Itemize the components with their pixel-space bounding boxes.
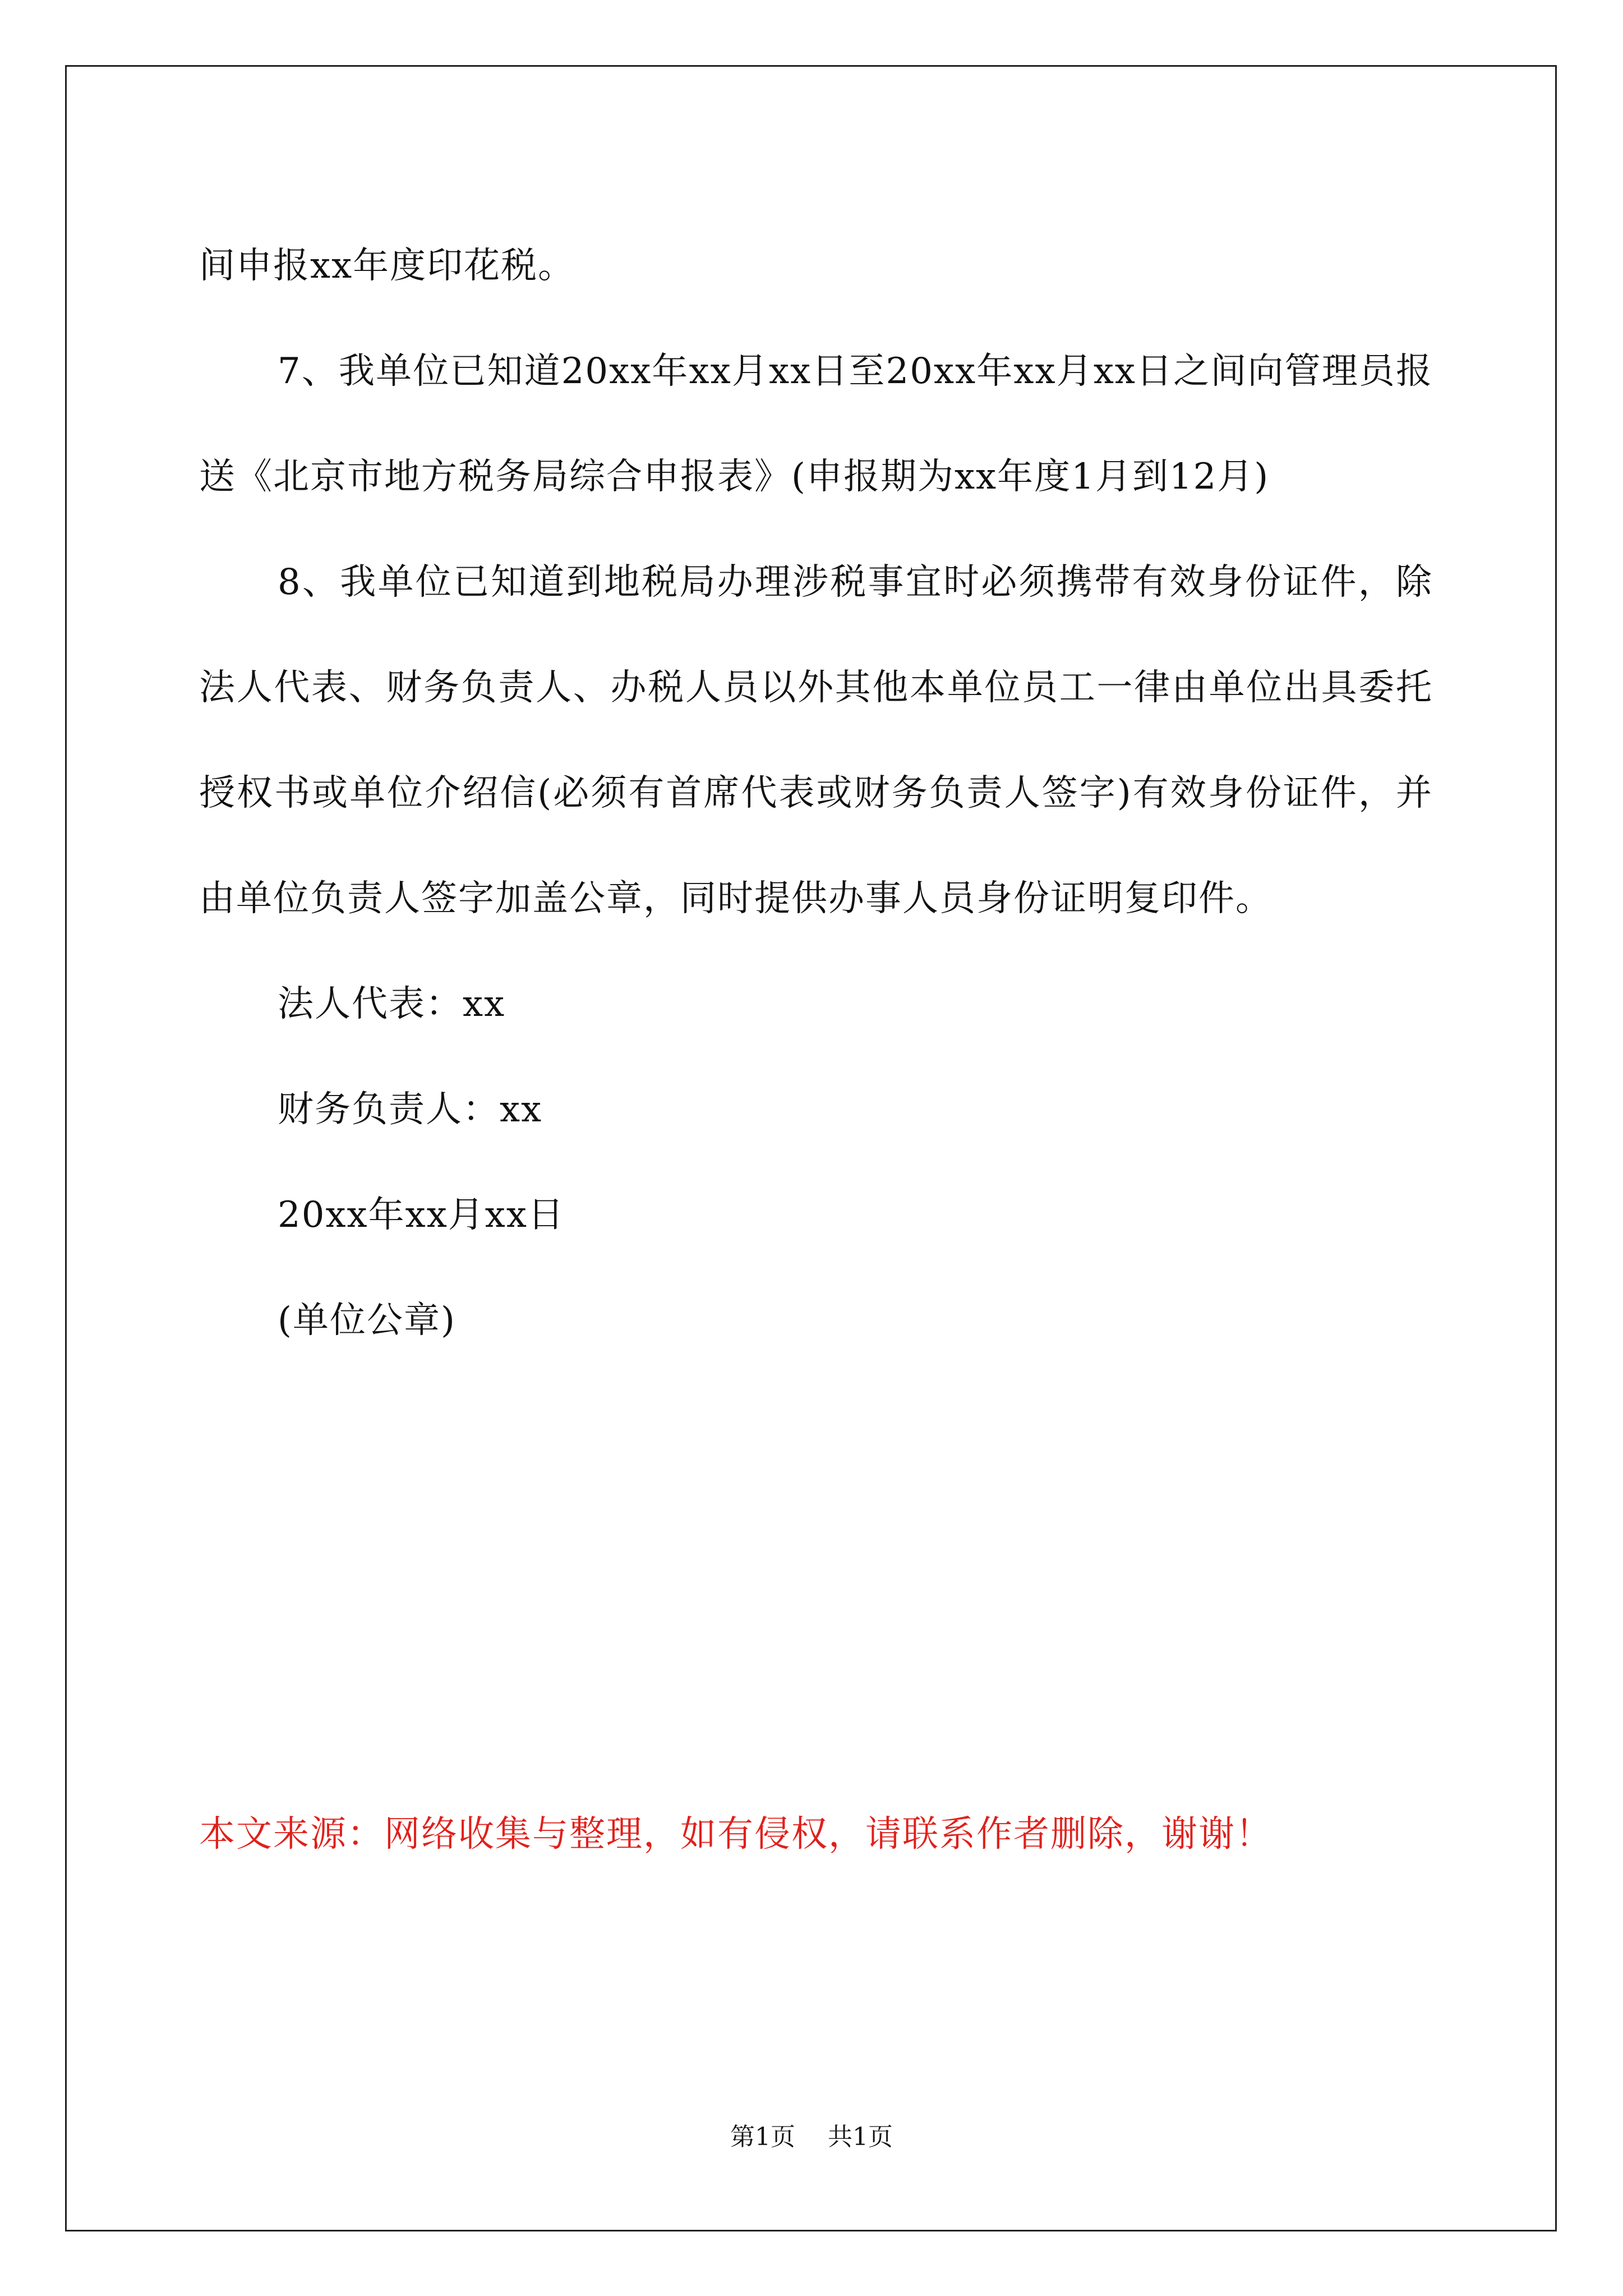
page-footer <box>0 2120 1623 2154</box>
page-number-current: 第1页 <box>730 2123 795 2151</box>
paragraph-continuation: 间申报xx年度印花税。 <box>199 245 575 287</box>
finance-head-line: 财务负责人：xx <box>278 1089 543 1130</box>
legal-representative-line: 法人代表：xx <box>278 983 506 1025</box>
page-number-total: 共1页 <box>828 2123 893 2151</box>
document-body <box>199 213 1433 1373</box>
date-line: 20xx年xx月xx日 <box>278 1194 565 1236</box>
paragraph-item-7: 7、我单位已知道20xx年xx月xx日至20xx年xx月xx日之间向管理员报送《北京市地方税务局综合申报表》(申报期为xx年度1月到12月) <box>199 351 1433 498</box>
seal-line: (单位公章) <box>278 1300 456 1341</box>
source-notice: 本文来源：网络收集与整理，如有侵权，请联系作者删除，谢谢！ <box>199 1814 1272 1855</box>
paragraph-item-8: 8、我单位已知道到地税局办理涉税事宜时必须携带有效身份证件，除法人代表、财务负责人、办税人员以外其他本单位员工一律由单位出具委托授权书或单位介绍信(必须有首席代表或财务负责人签字)有效身份证件，并由单位负责人签字加盖公章，同时提供办事人员身份证明复印件。 <box>199 562 1433 919</box>
